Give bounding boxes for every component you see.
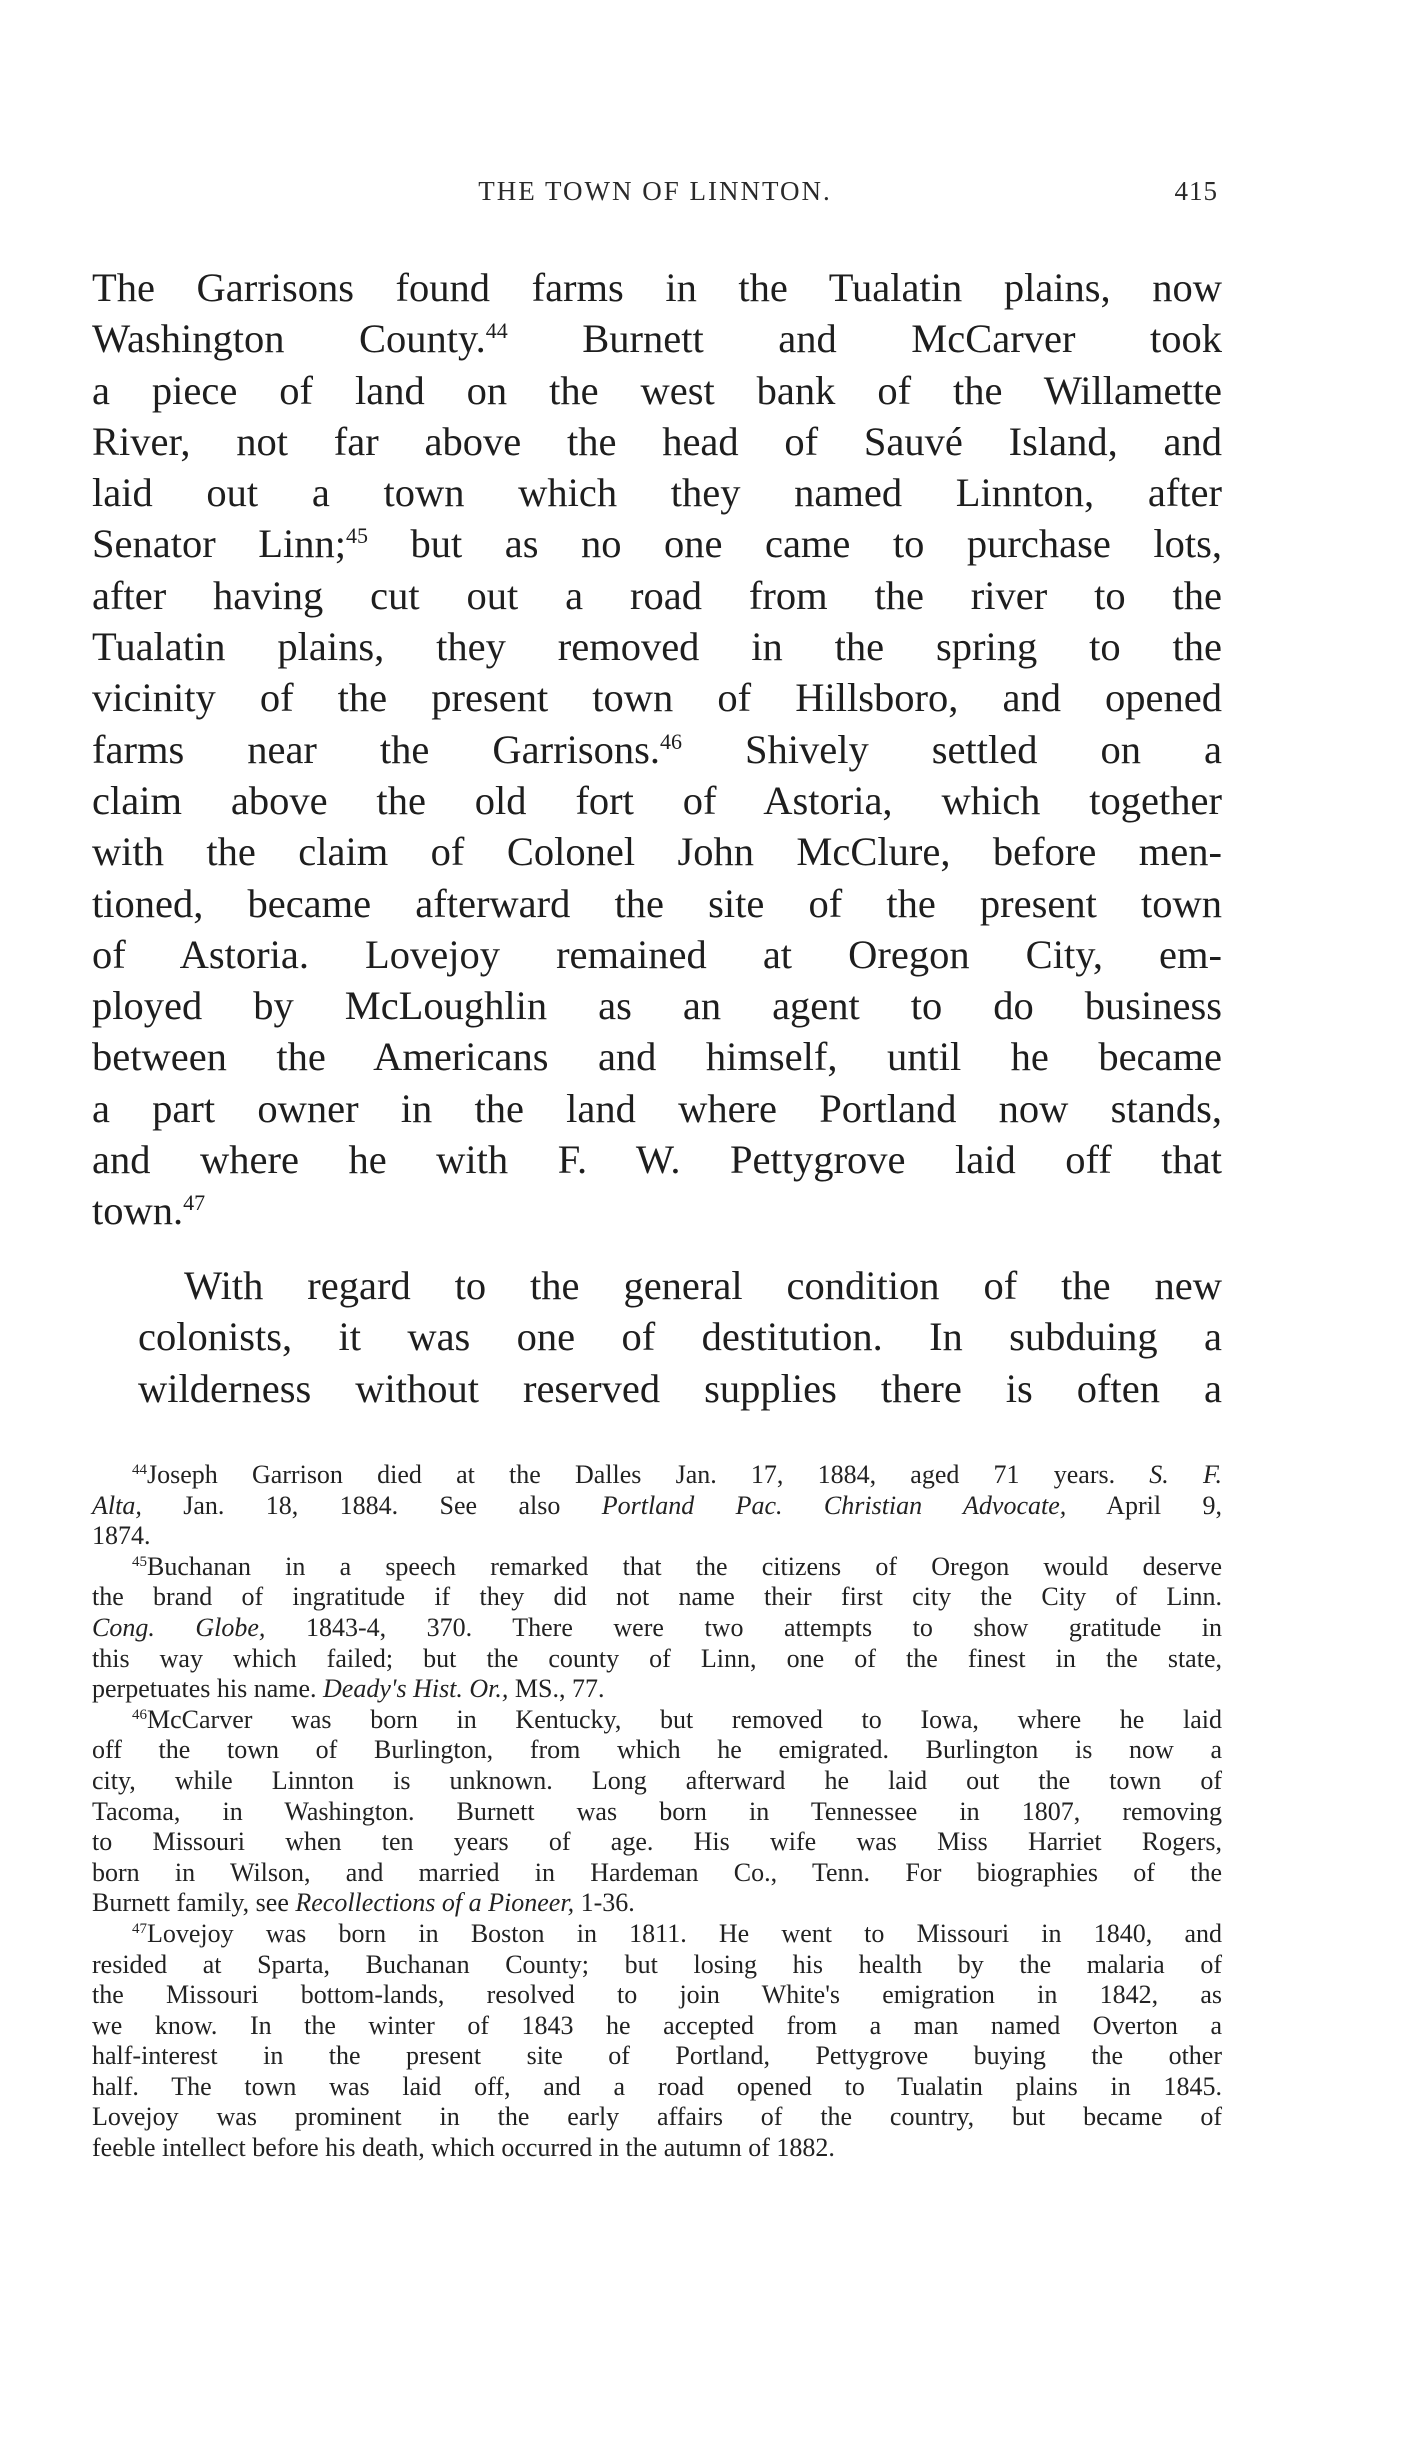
footnote-line: 1874. (92, 1521, 151, 1551)
text-line: Washington County.$^{44}$ Burnett and McCarver took (92, 316, 1222, 362)
text-line: and where he with F. W. Pettygrove laid off that (92, 1137, 1222, 1183)
footnote-44 (92, 1460, 1222, 1552)
text-line: between the Americans and himself, until he became (92, 1034, 1222, 1080)
footnote-line: this way which failed; but the county of Linn, one of the finest in the state, (92, 1643, 1222, 1673)
footnote-46 (92, 1705, 1222, 1919)
footnote-line: feeble intellect before his death, which occurred in the autumn of 1882. (92, 2133, 835, 2163)
text-line: Senator Linn;$^{45}$ but as no one came to purchase lots, (92, 521, 1222, 567)
footnote-line: born in Wilson, and married in Hardeman Co., Tenn. For biographies of the (92, 1857, 1222, 1887)
footnotes (92, 1460, 1222, 2164)
footnote-45 (92, 1552, 1222, 1705)
text-line: tioned, became afterward the site of the present town (92, 880, 1222, 926)
running-head (92, 176, 1218, 216)
footnote-line: city, while Linnton is unknown. Long afterward he laid out the town of (92, 1765, 1222, 1795)
footnote-line: the Missouri bottom-lands, resolved to join White's emigration in 1842, as (92, 1980, 1222, 2010)
text-line: claim above the old fort of Astoria, which together (92, 777, 1222, 823)
text-line: ployed by McLoughlin as an agent to do business (92, 983, 1222, 1029)
footnote-line: Burnett family, see Recollections of a Pioneer, 1-36. (92, 1888, 635, 1918)
footnote-line: to Missouri when ten years of age. His wife was Miss Harriet Rogers, (92, 1827, 1222, 1857)
footnote-line: Tacoma, in Washington. Burnett was born in Tennessee in 1807, removing (92, 1796, 1222, 1826)
page-number: 415 (1174, 176, 1218, 206)
text-line: laid out a town which they named Linnton, after (92, 470, 1222, 516)
text-line: colonists, it was one of destitution. In subduing a (138, 1314, 1222, 1360)
text-line: a piece of land on the west bank of the Willamette (92, 367, 1222, 413)
running-title: THE TOWN OF LINNTON. (478, 176, 832, 206)
footnote-ref-47: 47 (183, 1190, 206, 1216)
paragraph-2 (92, 1260, 1222, 1414)
footnote-line: off the town of Burlington, from which he emigrated. Burlington is now a (92, 1735, 1222, 1765)
text-line: after having cut out a road from the river to the (92, 572, 1222, 618)
text-line: The Garrisons found farms in the Tualatin plains, now (92, 265, 1222, 310)
footnote-mark: 47 (132, 1920, 147, 1937)
footnote-line: $^{46}$McCarver was born in Kentucky, but removed to Iowa, where he laid (132, 1704, 1222, 1734)
footnote-mark: 46 (132, 1706, 147, 1723)
text-line: vicinity of the present town of Hillsboro, and opened (92, 675, 1222, 721)
footnote-line: the brand of ingratitude if they did not name their first city the City of Linn. (92, 1582, 1222, 1612)
footnote-line: we know. In the winter of 1843 he accepted from a man named Overton a (92, 2010, 1222, 2040)
text-line: Tualatin plains, they removed in the spring to the (92, 624, 1222, 670)
footnote-line: Alta, Jan. 18, 1884. See also Portland Pac. Christian Advocate, April 9, (92, 1490, 1222, 1520)
footnote-line: $^{47}$Lovejoy was born in Boston in 1811. He went to Missouri in 1840, and (132, 1918, 1222, 1948)
footnote-line: perpetuates his name. Deady's Hist. Or., MS., 77. (92, 1674, 605, 1704)
footnote-47 (92, 1919, 1222, 2164)
footnote-line: half-interest in the present site of Portland, Pettygrove buying the other (92, 2041, 1222, 2071)
footnote-line: resided at Sparta, Buchanan County; but losing his health by the malaria of (92, 1949, 1222, 1979)
text-line: town.$^{47}$ (92, 1188, 206, 1234)
paragraph-1 (92, 262, 1222, 1237)
footnote-line: Lovejoy was prominent in the early affairs of the country, but became of (92, 2102, 1222, 2132)
footnote-ref-45: 45 (345, 523, 368, 549)
text-line: with the claim of Colonel John McClure, before men- (92, 829, 1222, 875)
footnote-mark: 45 (132, 1553, 147, 1570)
footnote-line: Cong. Globe, 1843-4, 370. There were two attempts to show gratitude in (92, 1612, 1222, 1642)
text-line: of Astoria. Lovejoy remained at Oregon City, em- (92, 931, 1222, 977)
footnote-line: $^{44}$Joseph Garrison died at the Dalles Jan. 17, 1884, aged 71 years. S. F. (132, 1460, 1223, 1489)
text-line: River, not far above the head of Sauvé Island, and (92, 418, 1222, 464)
footnote-ref-44: 44 (485, 318, 508, 344)
footnote-ref-46: 46 (660, 728, 683, 754)
footnote-line: half. The town was laid off, and a road opened to Tualatin plains in 1845. (92, 2071, 1222, 2101)
text-line: With regard to the general condition of the new (184, 1263, 1222, 1308)
text-line: a part owner in the land where Portland now stands, (92, 1085, 1222, 1131)
footnote-mark: 44 (132, 1462, 147, 1478)
text-line: wilderness without reserved supplies there is often a (138, 1365, 1222, 1411)
text-line: farms near the Garrisons.$^{46}$ Shively settled on a (92, 726, 1223, 772)
footnote-line: $^{45}$Buchanan in a speech remarked that the citizens of Oregon would deserve (132, 1551, 1222, 1581)
